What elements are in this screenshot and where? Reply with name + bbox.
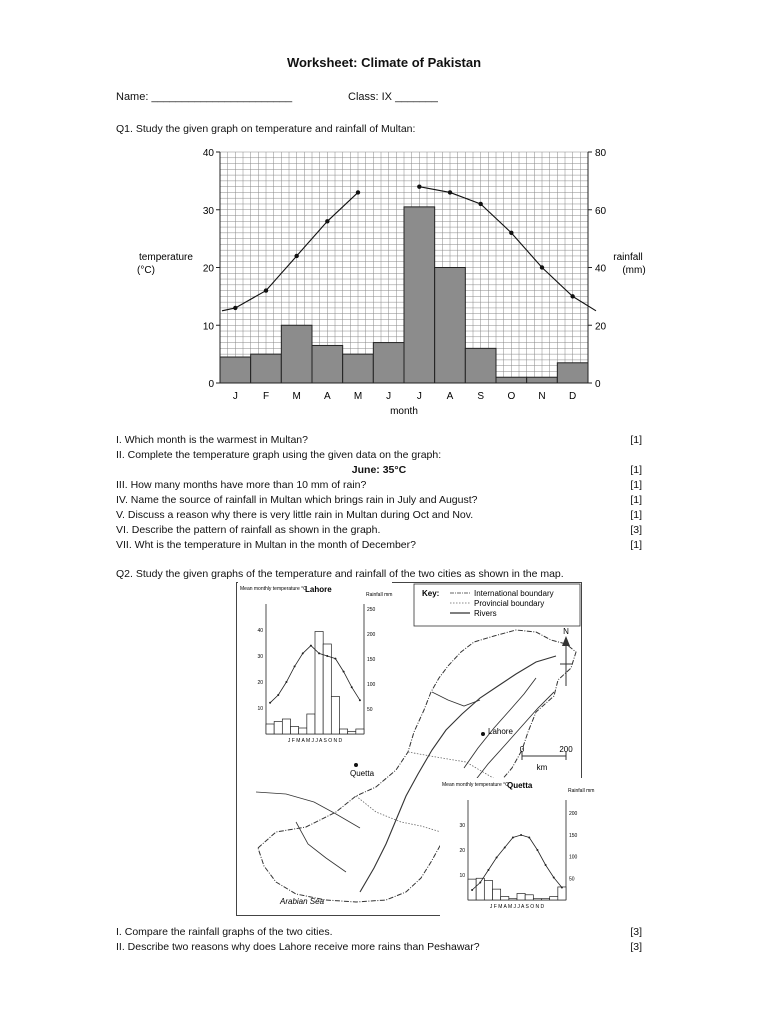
rainfall-bar <box>220 357 251 383</box>
lahore-dot <box>481 732 485 736</box>
mini-temp-point <box>334 658 336 660</box>
mini-chart-title: Lahore <box>305 585 332 594</box>
quetta-climate-chart <box>440 778 594 918</box>
q1-question-7: VII. Wht is the temperature in Multan in the month of December? [1] <box>116 539 642 551</box>
temperature-point <box>570 294 574 298</box>
mini-right-tick: 150 <box>367 657 376 663</box>
lahore-climate-chart <box>238 582 392 752</box>
mini-left-tick: 20 <box>459 848 465 854</box>
y-tick-label: 20 <box>202 263 214 275</box>
mini-rain-bar <box>282 719 290 734</box>
mini-rain-bar <box>493 889 501 900</box>
mini-right-tick: 150 <box>569 832 578 839</box>
rainfall-bar <box>557 363 588 383</box>
mini-rain-bar <box>307 714 315 734</box>
map-key-title: Key: <box>422 589 440 598</box>
rainfall-bar <box>251 354 282 383</box>
q1-prompt: Q1. Study the given graph on temperature and rainfall of Multan: <box>116 123 416 135</box>
mini-chart-title: Quetta <box>507 781 533 790</box>
temperature-point <box>325 219 329 223</box>
q1-question-2: II. Complete the temperature graph using the given data on the graph: <box>116 449 442 461</box>
x-tick-label: J <box>416 391 422 402</box>
y2-tick-label: 60 <box>595 205 607 217</box>
temperature-point <box>233 306 237 310</box>
rainfall-bar <box>404 207 435 383</box>
key-provincial-boundary: Provincial boundary <box>474 599 545 608</box>
q1-question-1: I. Which month is the warmest in Multan? [1] <box>116 434 642 446</box>
temperature-line <box>222 192 358 310</box>
y2-tick-label: 0 <box>595 379 601 390</box>
mini-left-tick: 30 <box>459 823 465 829</box>
mini-right-label: Rainfall mm <box>366 592 393 598</box>
mini-temp-point <box>351 686 353 688</box>
rainfall-bar <box>281 325 312 383</box>
y-tick-label: 30 <box>202 205 214 217</box>
y2-axis-label-line1: rainfall <box>613 252 643 263</box>
mini-rain-bar <box>331 697 339 735</box>
y2-tick-label: 80 <box>595 148 607 159</box>
mini-rain-bar <box>315 632 323 735</box>
mini-temp-point <box>536 849 538 851</box>
y-axis-label-line1: temperature <box>139 252 193 263</box>
mini-right-tick: 100 <box>569 854 578 861</box>
mini-rain-bar <box>323 644 331 734</box>
pakistan-map <box>236 582 595 916</box>
y-tick-label: 0 <box>208 379 214 390</box>
y-tick-label: 10 <box>202 321 214 333</box>
mini-rain-bar <box>299 728 307 734</box>
y2-axis-label-line2: (mm) <box>622 265 646 276</box>
mini-temp-point <box>479 882 481 884</box>
svg-text:km: km <box>536 763 548 772</box>
key-international-boundary: International boundary <box>474 589 554 598</box>
mini-rain-bar <box>501 897 509 900</box>
q2-question-1: I. Compare the rainfall graphs of the two cities. [3] <box>116 926 642 938</box>
mini-right-tick: 100 <box>367 682 376 688</box>
rainfall-bar <box>373 343 404 383</box>
mini-right-tick: 250 <box>367 607 376 613</box>
mini-temp-point <box>318 652 320 654</box>
rainfall-bar <box>343 354 374 383</box>
temperature-point <box>540 265 544 269</box>
mini-temp-point <box>310 645 312 647</box>
x-tick-label: D <box>569 391 577 402</box>
mini-temp-point <box>487 869 489 871</box>
map-key <box>414 584 580 626</box>
mini-left-label: Mean monthly temperature °C <box>442 782 509 788</box>
mini-rain-bar <box>291 727 299 735</box>
mini-left-label: Mean monthly temperature °C <box>240 586 307 592</box>
mini-left-tick: 10 <box>257 706 263 712</box>
x-tick-label: N <box>538 391 546 402</box>
q1-question-6: VI. Describe the pattern of rainfall as shown in the graph. [3] <box>116 524 642 536</box>
mini-temp-point <box>269 702 271 704</box>
mini-temp-point <box>545 864 547 866</box>
rainfall-bar <box>496 377 527 383</box>
mini-temp-point <box>294 665 296 667</box>
mini-rain-bar <box>558 887 566 900</box>
q2-prompt: Q2. Study the given graphs of the temperature and rainfall of the two cities as shown in the map. <box>116 568 564 580</box>
q1-given-data: June: 35°C [1] <box>351 464 642 476</box>
mini-rain-bar <box>525 895 533 900</box>
mini-rain-bar <box>266 724 274 734</box>
mini-temp-point <box>359 699 361 701</box>
mini-right-tick: 200 <box>569 811 578 818</box>
class-field-label: Class: IX _______ <box>348 91 438 103</box>
rainfall-bar <box>312 345 343 383</box>
mini-temp-point <box>302 652 304 654</box>
mini-rain-bar <box>274 722 282 735</box>
mini-left-tick: 20 <box>257 680 263 686</box>
name-field-label: Name: _______________________ <box>116 91 293 103</box>
temperature-point <box>448 190 452 194</box>
x-tick-label: F <box>262 391 270 402</box>
temperature-point <box>264 288 268 292</box>
lahore-label: Lahore <box>488 727 513 736</box>
mini-right-label: Rainfall mm <box>568 788 595 794</box>
mini-temp-point <box>512 837 514 839</box>
x-tick-label: J <box>232 391 238 402</box>
multan-climate-chart <box>120 140 650 420</box>
mini-temp-point <box>277 694 279 696</box>
mini-rain-bar <box>356 729 364 734</box>
mini-right-tick: 50 <box>367 707 373 713</box>
quetta-label: Quetta <box>350 769 375 778</box>
x-tick-label: A <box>446 391 454 402</box>
temperature-point <box>509 231 513 235</box>
x-axis-label: month <box>390 406 418 417</box>
x-tick-label: A <box>323 391 331 402</box>
x-tick-label: J <box>386 391 392 402</box>
temperature-point <box>478 202 482 206</box>
q1-question-4: IV. Name the source of rainfall in Multan which brings rain in July and August? [1] <box>116 494 642 506</box>
mini-temp-point <box>520 834 522 836</box>
y-tick-label: 40 <box>202 148 214 159</box>
mini-rain-bar <box>542 899 550 900</box>
temperature-point <box>356 190 360 194</box>
mini-right-tick: 200 <box>367 632 376 638</box>
key-rivers: Rivers <box>474 609 497 618</box>
rainfall-bar <box>435 268 466 384</box>
q1-question-3: III. How many months have more than 10 mm of rain? [1] <box>116 479 642 491</box>
x-tick-label: M <box>353 391 363 402</box>
mini-left-tick: 40 <box>257 628 263 634</box>
y-axis-label-line2: (°C) <box>137 265 155 276</box>
temperature-point <box>417 184 421 188</box>
mini-temp-point <box>496 857 498 859</box>
q2-question-2: II. Describe two reasons why does Lahore receive more rains than Peshawar? [3] <box>116 941 642 953</box>
svg-text:0: 0 <box>519 745 525 754</box>
quetta-dot <box>354 763 358 767</box>
mini-rain-bar <box>484 880 492 900</box>
mini-left-tick: 30 <box>257 654 263 660</box>
svg-text:200: 200 <box>559 745 573 754</box>
north-label: N <box>563 627 569 636</box>
mini-temp-point <box>553 877 555 879</box>
mini-temp-point <box>471 889 473 891</box>
q1-question-5: V. Discuss a reason why there is very little rain in Multan during Oct and Nov. [1] <box>116 509 642 521</box>
mini-rain-bar <box>509 899 517 900</box>
mini-rain-bar <box>348 732 356 735</box>
y2-tick-label: 20 <box>595 321 607 333</box>
mini-temp-point <box>561 887 563 889</box>
mini-temp-point <box>528 837 530 839</box>
mini-temp-point <box>343 671 345 673</box>
x-tick-label: O <box>507 391 516 402</box>
mini-months: J F M A M J J A S O N D <box>287 738 343 744</box>
page-title: Worksheet: Climate of Pakistan <box>286 55 482 70</box>
rainfall-bar <box>527 377 558 383</box>
x-tick-label: M <box>292 391 301 402</box>
mini-temp-point <box>285 681 287 683</box>
mini-rain-bar <box>533 899 541 900</box>
mini-left-tick: 10 <box>459 873 465 879</box>
mini-right-tick: 50 <box>569 876 575 883</box>
mini-temp-point <box>504 847 506 849</box>
rainfall-bar <box>465 348 496 383</box>
mini-months: J F M A M J J A S O N D <box>489 904 545 910</box>
temperature-point <box>294 254 298 258</box>
x-tick-label: S <box>477 391 485 402</box>
sea-label: Arabian Sea <box>280 897 325 906</box>
mini-rain-bar <box>340 729 348 734</box>
y2-tick-label: 40 <box>595 263 607 275</box>
mini-rain-bar <box>517 893 525 900</box>
mini-rain-bar <box>550 897 558 900</box>
mini-temp-point <box>326 655 328 657</box>
